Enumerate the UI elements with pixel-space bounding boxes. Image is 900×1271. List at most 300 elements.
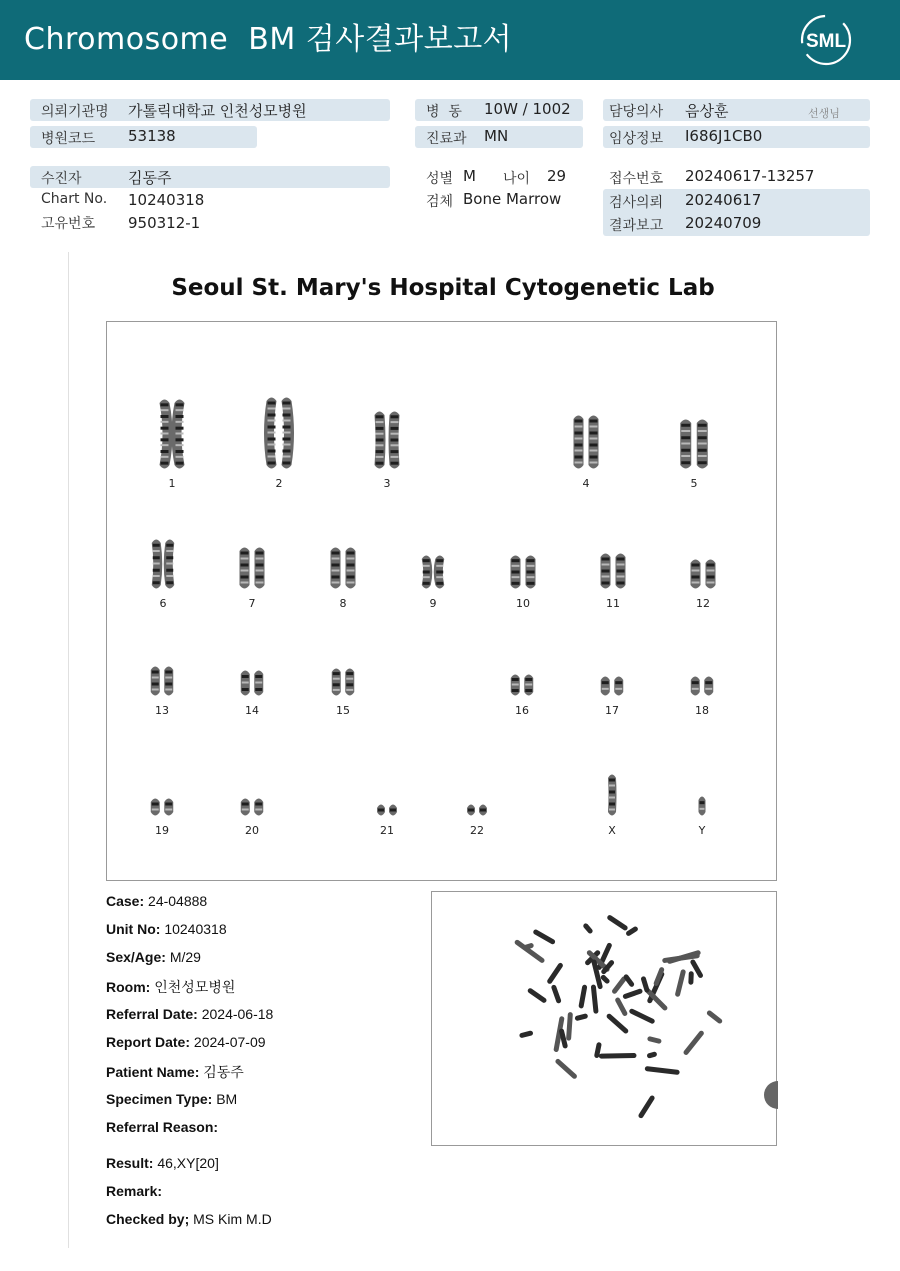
chromosome-band	[153, 556, 160, 559]
doctor-suffix: 선생님	[808, 107, 840, 120]
chromosome-band	[268, 426, 276, 429]
chromosome-pair-16	[511, 675, 534, 718]
chromosome-band	[376, 415, 384, 418]
sex-age-value: M/29	[169, 949, 201, 965]
chromosome-band	[165, 683, 172, 686]
specimen-value: Bone Marrow	[463, 190, 562, 208]
chromosome-label: Y	[698, 824, 706, 837]
chromosome-band	[617, 570, 625, 573]
age-label: 나이	[503, 171, 531, 187]
chromosome-band	[692, 582, 700, 584]
chromosome-band	[378, 809, 384, 812]
chromosome-band	[609, 803, 615, 806]
chromosome-band	[681, 449, 690, 452]
chromosome-band	[602, 570, 610, 573]
chromosome-band	[347, 582, 355, 584]
chromosome-band	[176, 403, 184, 406]
chromosome-band	[575, 444, 583, 447]
chromosome-band	[333, 672, 340, 675]
chromosome-band	[436, 565, 443, 567]
report-margin-line	[68, 252, 69, 1248]
chromosome-band	[241, 570, 249, 572]
chromosome-band	[617, 576, 625, 578]
chromosome-band	[391, 433, 399, 435]
metaphase-chromosome	[574, 1013, 588, 1021]
ward-value: 10W / 1002	[484, 100, 571, 118]
report-date2-label: Report Date:	[106, 1034, 191, 1050]
chromosome-band	[602, 564, 610, 566]
chromosome	[151, 799, 160, 816]
chromosome-band	[152, 803, 159, 806]
chromosome-band	[161, 456, 169, 458]
specimen-label: 검체	[426, 194, 454, 210]
chromosome-label: 21	[380, 824, 394, 837]
chromosome-band	[332, 552, 340, 555]
chromosome	[704, 677, 713, 696]
unit-no-line	[106, 921, 227, 937]
chromosome-pair-4	[574, 416, 599, 491]
chromosome-label: 11	[606, 597, 620, 610]
chromosome-band	[590, 426, 598, 428]
chromosome-band	[256, 558, 264, 560]
chromosome-band	[333, 689, 340, 691]
chromosome-band	[527, 576, 535, 578]
chromosome-band	[602, 576, 610, 578]
remark-label: Remark:	[106, 1183, 163, 1199]
chromosome-band	[512, 571, 520, 574]
chromosome-band	[692, 570, 700, 572]
department-label: 진료과	[426, 131, 467, 147]
metaphase-chromosome	[514, 939, 546, 964]
chromosome-band	[707, 582, 715, 584]
chromosome-band	[692, 576, 700, 579]
chromosome-band	[575, 462, 583, 464]
chromosome-band	[166, 544, 173, 547]
chromosome-label: 18	[695, 704, 709, 717]
chromosome-label: 20	[245, 824, 259, 837]
sex-value: M	[463, 167, 476, 185]
chromosome-label: 22	[470, 824, 484, 837]
chromosome-pair-22	[467, 805, 487, 838]
chromosome-band	[268, 432, 276, 434]
logo-text: SML	[805, 31, 847, 52]
chromosome-pair-15	[332, 669, 355, 718]
chromosome-band	[283, 438, 291, 441]
sex-age-label: Sex/Age:	[106, 949, 166, 965]
room-value: 인천성모병원	[154, 979, 236, 995]
chromosome-band	[590, 438, 598, 440]
chromosome-band	[152, 677, 159, 679]
chromosome	[574, 416, 584, 469]
chromosome-band	[525, 689, 532, 692]
chromosome-band	[376, 456, 384, 458]
metaphase-chromosome	[551, 984, 562, 1004]
chromosome-label: 14	[245, 704, 259, 717]
chromosome	[699, 797, 706, 816]
result-value: 46,XY[20]	[157, 1155, 219, 1171]
chromosome-band	[575, 450, 583, 452]
chromosome-band	[165, 803, 172, 806]
chromosome-band	[436, 576, 443, 578]
lab-title: Seoul St. Mary's Hospital Cytogenetic Lab	[171, 275, 715, 301]
chromosome-band	[241, 564, 249, 567]
case-label: Case:	[106, 893, 145, 909]
karyogram-panel	[106, 321, 777, 881]
metaphase-chromosome	[566, 1012, 573, 1041]
chromosome-band	[332, 576, 340, 579]
chromosome-band	[268, 462, 276, 465]
report-date-label: 결과보고	[609, 218, 664, 234]
doctor-label: 담당의사	[609, 104, 664, 120]
chromosome-band	[681, 443, 690, 445]
unique-no-label: 고유번호	[41, 216, 96, 232]
metaphase-chromosome	[606, 1013, 630, 1035]
report-date-value: 20240709	[685, 214, 762, 232]
checked-by-line	[106, 1211, 272, 1227]
sex-label: 성별	[426, 171, 454, 187]
chromosome-band	[705, 688, 712, 690]
metaphase-chromosome	[599, 1053, 637, 1059]
chromosome-band	[153, 575, 160, 577]
chromosome-band	[268, 414, 276, 417]
chromosome-pair-9	[422, 556, 445, 611]
chromosome-pair-18	[691, 677, 714, 718]
case-line	[106, 893, 207, 909]
chromosome-band	[268, 444, 276, 446]
chromosome-band	[256, 570, 264, 572]
chromosome-band	[241, 558, 249, 560]
chromosome-band	[346, 683, 353, 686]
chromosome-band	[575, 420, 583, 423]
chromosome-band	[161, 427, 169, 430]
chromosome-band	[165, 689, 172, 691]
chromosome-band	[681, 430, 690, 432]
chromosome-band	[602, 582, 610, 585]
chromosome-label: 1	[168, 477, 176, 490]
chromosome	[241, 799, 250, 816]
metaphase-chromosome	[706, 1010, 723, 1025]
chromosome-band	[152, 689, 159, 691]
chromosome-pair-2	[264, 398, 294, 491]
checked-by-value: MS Kim M.D	[193, 1211, 272, 1227]
chromosome-band	[176, 421, 184, 423]
department-value: MN	[484, 127, 509, 145]
chromosome-label: 2	[275, 477, 283, 490]
metaphase-chromosome	[675, 969, 687, 997]
chromosome-band	[590, 456, 598, 459]
chromosome-band	[242, 682, 249, 684]
chromosome-band	[391, 439, 399, 442]
chromosome-band	[241, 582, 249, 584]
specimen-type-label: Specimen Type:	[106, 1091, 213, 1107]
chromosome-band	[161, 462, 169, 465]
chromosome-band	[242, 803, 249, 806]
chromosome-band	[575, 438, 583, 440]
chromosome-label: 17	[605, 704, 619, 717]
chromosome-label: 3	[383, 477, 391, 490]
chromosome-band	[176, 433, 184, 435]
chromosome-band	[480, 809, 486, 812]
chromosome	[589, 416, 599, 469]
chromosome-band	[161, 421, 169, 423]
chromosome-label: 15	[336, 704, 350, 717]
chromosome-band	[153, 569, 160, 572]
chromosome-band	[700, 801, 705, 804]
report-date-line	[106, 1034, 266, 1050]
chromosome-band	[512, 559, 520, 562]
chromosome-band	[176, 450, 184, 453]
chromosome-band	[176, 444, 184, 446]
chromosome-pair-19	[151, 799, 174, 838]
chromosome-band	[268, 438, 276, 441]
karyogram-image	[107, 322, 778, 882]
chromosome-band	[161, 433, 169, 435]
chromosome-label: 13	[155, 704, 169, 717]
chromosome-band	[436, 571, 443, 574]
chromosome-band	[176, 427, 184, 430]
report-title: Chromosome BM 검사결과보고서	[24, 22, 513, 57]
metaphase-chromosome	[582, 922, 593, 934]
chromosome-band	[165, 677, 172, 679]
chromosome-band	[602, 681, 609, 684]
chromosome-band	[152, 809, 159, 811]
checked-by-label: Checked by;	[106, 1211, 190, 1227]
receipt-no-label: 접수번호	[609, 171, 664, 187]
chromosome-band	[512, 689, 519, 692]
chromosome-band	[332, 564, 340, 567]
chromosome-band	[698, 443, 707, 445]
chromosome-band	[166, 575, 173, 577]
chromosome-band	[609, 791, 615, 794]
chromosome-band	[166, 569, 173, 572]
chromosome-band	[436, 559, 443, 562]
chromosome-band	[391, 462, 399, 465]
chromosome-band	[423, 576, 430, 578]
chromosome-band	[698, 436, 707, 439]
chromosome-band	[176, 438, 184, 441]
chromosome	[601, 677, 610, 696]
chromosome-band	[242, 809, 249, 811]
chromosome-band	[617, 564, 625, 566]
chromosome-pair-17	[601, 677, 624, 718]
chromosome-pair-13	[151, 667, 174, 718]
metaphase-chromosome	[628, 1008, 655, 1025]
sml-logo	[798, 12, 854, 68]
chromosome-band	[347, 564, 355, 567]
chromosome-band	[527, 582, 535, 585]
chromosome-band	[602, 688, 609, 690]
result-line	[106, 1155, 219, 1171]
metaphase-chromosome	[527, 987, 548, 1004]
chromosome-band	[391, 444, 399, 446]
chromosome-band	[707, 576, 715, 579]
chromosome-band	[527, 559, 535, 562]
chromosome-band	[575, 426, 583, 428]
chromosome-band	[283, 408, 291, 410]
chromosome-pair-X	[608, 775, 617, 838]
chromosome-band	[436, 582, 443, 585]
chromosome-band	[391, 427, 399, 430]
result-label: Result:	[106, 1155, 154, 1171]
referral-reason-label: Referral Reason:	[106, 1119, 219, 1135]
chromosome-band	[283, 420, 291, 422]
metaphase-chromosome	[606, 914, 628, 931]
chromosome-band	[283, 432, 291, 434]
metaphase-chromosome	[688, 971, 694, 985]
chromosome-band	[153, 544, 160, 547]
chromosome-band	[161, 409, 169, 411]
chromosome-band	[609, 785, 615, 787]
chromosome-band	[391, 415, 399, 418]
doctor-value: 음상훈	[685, 102, 729, 120]
chromosome-band	[176, 415, 184, 418]
chromosome-band	[332, 582, 340, 584]
chromosome-pair-12	[691, 560, 716, 611]
sex-age-line	[106, 949, 201, 965]
chromosome-pair-1	[160, 400, 185, 491]
chromosome-band	[525, 684, 532, 686]
chromosome-band	[256, 576, 264, 579]
patient-label: 수진자	[41, 171, 82, 187]
chromosome-band	[700, 808, 705, 810]
chromosome-band	[590, 444, 598, 447]
chromosome-band	[255, 682, 262, 684]
chromosome-band	[615, 681, 622, 684]
chromosome-band	[256, 552, 264, 555]
metaphase-chromosome	[683, 1030, 705, 1056]
metaphase-chromosome	[554, 1058, 578, 1080]
chromosome-label: X	[608, 824, 616, 837]
chromosome-label: 12	[696, 597, 710, 610]
chromosome-band	[242, 675, 249, 678]
chromosome-pair-Y	[698, 797, 706, 838]
receipt-no-value: 20240617-13257	[685, 167, 815, 185]
chromosome-band	[376, 462, 384, 465]
chromosome-band	[468, 809, 474, 812]
header-bar	[0, 0, 900, 80]
report-date2-value: 2024-07-09	[193, 1034, 266, 1050]
chromosome	[691, 677, 700, 696]
room-label: Room:	[106, 979, 151, 995]
chromosome-band	[152, 671, 159, 674]
metaphase-chromosome	[519, 1030, 534, 1038]
hospital-label: 의뢰기관명	[41, 104, 109, 120]
chart-no-value: 10240318	[128, 191, 205, 209]
metaphase-chromosome	[622, 988, 643, 999]
hospital-value: 가톨릭대학교 인천성모병원	[128, 102, 307, 120]
chromosome-band	[617, 582, 625, 585]
chromosome-band	[707, 564, 715, 567]
chromosome-band	[512, 678, 519, 681]
metaphase-panel	[431, 891, 777, 1146]
metaphase-chromosome	[645, 1066, 680, 1075]
chromosome-band	[609, 779, 615, 782]
chromosome-band	[707, 570, 715, 572]
chromosome-band	[681, 424, 690, 427]
patient-name-value: 김동주	[203, 1064, 244, 1080]
chromosome-label: 9	[429, 597, 437, 610]
unit-no-label: Unit No:	[106, 921, 161, 937]
chromosome-band	[268, 420, 276, 422]
chromosome-band	[423, 559, 430, 562]
chromosome-band	[617, 558, 625, 561]
chart-no-label: Chart No.	[41, 191, 108, 207]
chromosome-band	[527, 565, 535, 567]
chromosome-band	[165, 809, 172, 811]
chromosome-band	[268, 456, 276, 458]
chromosome-band	[423, 571, 430, 574]
chromosome-band	[698, 424, 707, 427]
chromosome-band	[376, 450, 384, 453]
chromosome-band	[692, 681, 699, 684]
chromosome-band	[332, 570, 340, 572]
chromosome-band	[525, 678, 532, 681]
chromosome-band	[153, 563, 160, 565]
chromosome-band	[512, 582, 520, 585]
chromosome-band	[166, 556, 173, 559]
clinical-label: 임상정보	[609, 131, 664, 147]
chromosome-pair-11	[601, 554, 626, 611]
chromosome-band	[698, 430, 707, 432]
chromosome-band	[166, 581, 173, 584]
chromosome-band	[692, 564, 700, 567]
chromosome-band	[176, 456, 184, 458]
chromosome-band	[255, 675, 262, 678]
chromosome-band	[376, 421, 384, 423]
chromosome-band	[590, 420, 598, 423]
chromosome-band	[256, 582, 264, 584]
chromosome-label: 6	[159, 597, 167, 610]
referral-date-line	[106, 1006, 273, 1022]
chromosome-band	[698, 461, 707, 464]
chromosome-band	[255, 809, 262, 811]
chromosome	[254, 799, 263, 816]
chromosome-band	[241, 576, 249, 579]
nucleus-blob	[764, 1081, 778, 1109]
chromosome-pair-6	[152, 540, 175, 611]
chromosome-pair-5	[680, 420, 708, 491]
chromosome-band	[376, 433, 384, 435]
chromosome-band	[692, 688, 699, 690]
chromosome-band	[255, 688, 262, 691]
chromosome-label: 7	[248, 597, 256, 610]
chromosome-band	[512, 565, 520, 567]
remark-line	[106, 1183, 162, 1199]
metaphase-chromosome	[591, 984, 599, 1014]
chromosome-band	[347, 558, 355, 560]
chromosome	[614, 677, 623, 696]
chromosome-band	[347, 570, 355, 572]
chromosome-band	[512, 576, 520, 578]
patient-name-line	[106, 1062, 244, 1082]
chromosome-band	[376, 427, 384, 430]
chromosome-band	[283, 444, 291, 446]
chromosome-band	[390, 809, 396, 812]
chromosome-band	[423, 582, 430, 585]
chromosome-band	[698, 455, 707, 457]
chromosome-band	[347, 552, 355, 555]
chromosome-band	[332, 558, 340, 560]
chromosome-band	[161, 444, 169, 446]
chromosome-band	[161, 438, 169, 441]
chromosome-band	[681, 436, 690, 439]
chromosome-band	[391, 450, 399, 453]
chromosome-band	[590, 462, 598, 464]
chromosome-band	[615, 688, 622, 690]
chromosome-band	[590, 450, 598, 452]
unique-no-value: 950312-1	[128, 214, 201, 232]
metaphase-image	[432, 892, 778, 1147]
